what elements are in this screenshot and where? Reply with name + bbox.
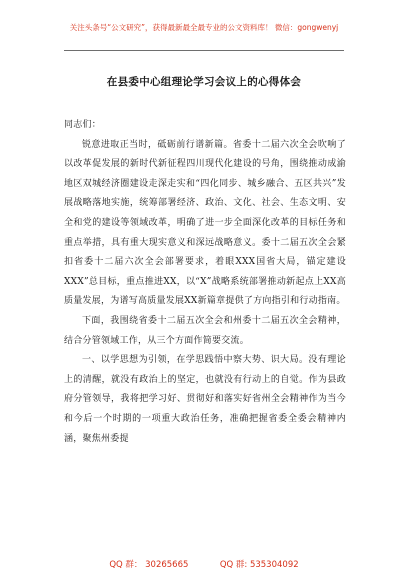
page-header [0, 0, 408, 62]
salutation: 同志们： [64, 120, 102, 130]
body-paragraph: 下面，我围绕省委十二届五次全会和州委十二届五次全会精神，结合分管领域工作，从三个方面作简要交流。 [64, 315, 346, 346]
document-body [64, 116, 346, 449]
page-footer [0, 558, 408, 570]
header-divider [64, 50, 344, 51]
promo-banner: 关注头条号“公文研究”，获得最新最全最专业的公文资料库！ 微信：gongwenyj [69, 23, 339, 32]
qq-group-1: QQ 群： 30265665 [109, 560, 189, 570]
body-paragraph: 一、以学思想为引领，在学思践悟中察大势、识大局。没有理论上的清醒，就没有政治上的坚定，也就没有行动上的自觉。作为县政府分管领导，我将把学习好、贯彻好和落实好省州全会精神作为当今和今后一个时期的一项重大政治任务，准确把握省委全委会精神内涵，聚焦州委提 [64, 355, 346, 444]
document-title: 在县委中心组理论学习会议上的心得体会 [106, 76, 302, 88]
qq-group-2: QQ 群: 535304092 [219, 560, 299, 570]
body-paragraph: 锐意进取正当时，砥砺前行谱新篇。省委十二届六次全会吹响了以改革促发展的新时代新征程四川现代化建设的号角，围绕推动成渝地区双城经济圈建设走深走实和“四化同步、城乡融合、五区共兴”发展战略落地实施，统筹部署经济、政治、文化、社会、生态文明、安全和党的建设等领域改革，明确了进一步全面深化改革的目标任务和重点举措，具有重大现实意义和深远战略意义。委十二届五次全会紧扣省委十二届六次全会部署要求，着眼XXX国省大局，锚定建设XXX”总目标，重点推进XX，以“X”战略系统部署推动新起点上XX高质量发展，为谱写高质量发展XX新篇章提供了方向指引和行动指南。 [64, 139, 346, 307]
